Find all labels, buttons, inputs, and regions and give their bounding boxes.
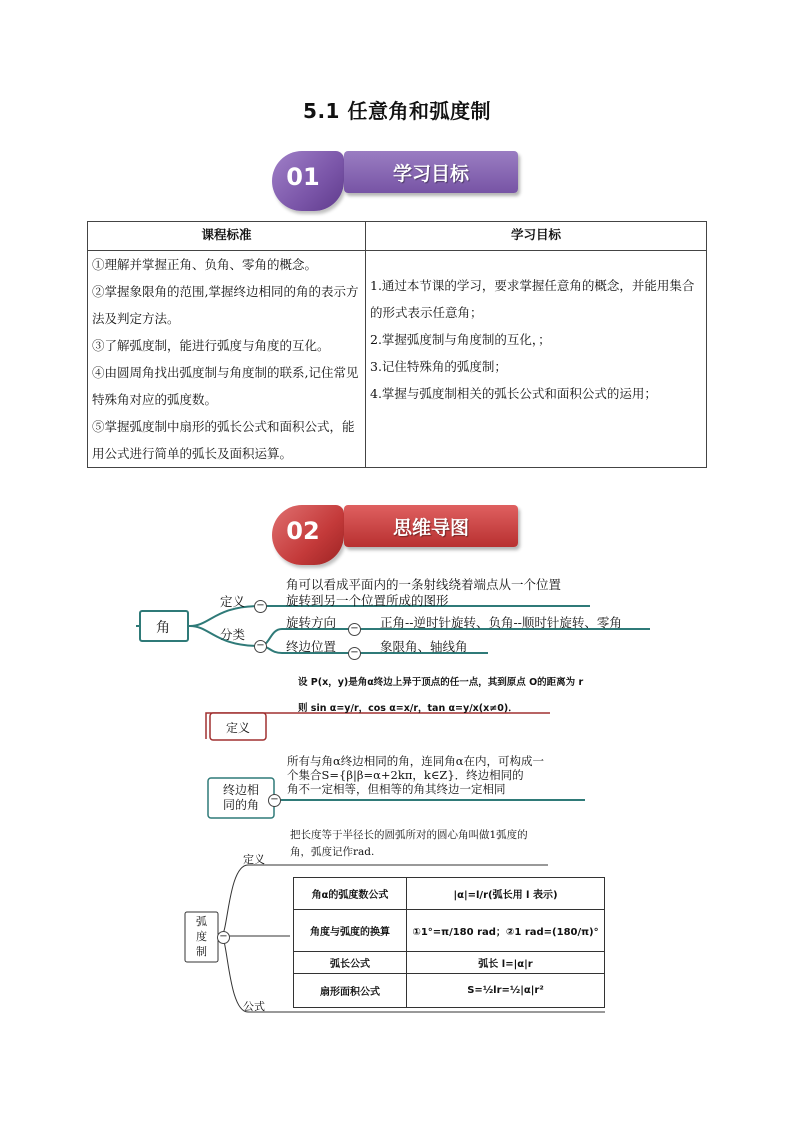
- radian-formula-table: [293, 877, 605, 1008]
- coterminal-box-line: 终边相: [222, 783, 259, 797]
- table-header: 课程标准: [88, 222, 366, 251]
- radian-definition-branch: 定义: [243, 853, 265, 866]
- coterminal-text: [287, 754, 544, 796]
- standard-item: ⑤掌握弧度制中扇形的弧长公式和面积公式，能用公式进行简单的弧长及面积运算。: [92, 419, 355, 461]
- page-title: 5.1 任意角和弧度制: [303, 99, 491, 123]
- section-label: 思维导图: [392, 517, 469, 539]
- radian-definition-line: 把长度等于半径长的圆弧所对的圆心角叫做1弧度的: [290, 829, 528, 841]
- sub-rotation-text: 正角--逆时针旋转、负角--顺时针旋转、零角: [380, 615, 622, 630]
- formula-name: 角α的弧度数公式: [294, 878, 407, 910]
- section-number: 02: [286, 517, 320, 545]
- radian-root-box: [185, 914, 218, 959]
- sub-terminal-text: 象限角、轴线角: [380, 639, 468, 654]
- standard-item: ③了解弧度制，能进行弧度与角度的互化。: [92, 338, 330, 353]
- mindmap-root-angle: 角: [156, 620, 170, 636]
- objective-item: 4.掌握与弧度制相关的弧长公式和面积公式的运用；: [370, 385, 657, 401]
- radian-definition-line: 角，弧度记作rad.: [290, 846, 375, 858]
- formula-value: 弧长 l=|α|r: [407, 952, 605, 974]
- standard-item: ④由圆周角找出弧度制与角度制的联系,记住常见特殊角对应的弧度数。: [92, 365, 359, 407]
- collapse-icon[interactable]: −: [254, 640, 267, 653]
- radian-root-char: 弧: [196, 915, 207, 928]
- formula-value: |α|=l/r(弧长用 l 表示): [407, 878, 605, 910]
- collapse-icon[interactable]: −: [254, 600, 267, 613]
- collapse-icon[interactable]: −: [348, 647, 361, 660]
- sub-rotation-direction: 旋转方向: [286, 615, 337, 630]
- branch-definition-text: 角可以看成平面内的一条射线绕着端点从一个位置: [286, 577, 562, 592]
- coterminal-text-line: 个集合S={β|β=α+2kπ，k∈Z}．终边相同的: [287, 768, 524, 782]
- coterminal-text-line: 所有与角α终边相同的角，连同角α在内，可构成一: [287, 754, 545, 768]
- coterminal-box-line: 同的角: [222, 798, 259, 812]
- objective-item: 1.通过本节课的学习，要求掌握任意角的概念，并能用集合的形式表示任意角；: [370, 277, 695, 320]
- trig-definition-note: 设 P(x，y)是角α终边上异于顶点的任一点，其到原点 O的距离为 r: [298, 677, 584, 688]
- collapse-icon[interactable]: −: [268, 794, 281, 807]
- formula-name: 弧长公式: [294, 952, 407, 974]
- coterminal-text-line: 角不一定相等，但相等的角其终边一定相同: [287, 782, 506, 796]
- objective-item: 2.掌握弧度制与角度制的互化，；: [370, 331, 551, 347]
- formula-name: 角度与弧度的换算: [294, 910, 407, 952]
- objective-item: 3.记住特殊角的弧度制；: [370, 358, 507, 374]
- collapse-icon[interactable]: −: [217, 931, 230, 944]
- trig-definition-formula: 则 sin α=y/r，cos α=x/r，tan α=y/x(x≠0)．: [298, 703, 518, 714]
- standard-item: ①理解并掌握正角、负角、零角的概念。: [92, 257, 318, 272]
- section-number: 01: [286, 163, 320, 191]
- branch-classification: 分类: [220, 627, 246, 642]
- table-header: 学习目标: [366, 222, 707, 251]
- section-label: 学习目标: [392, 163, 469, 185]
- radian-definition-text: [290, 827, 528, 861]
- formula-name: 扇形面积公式: [294, 974, 407, 1008]
- radian-root-char: 度: [196, 930, 207, 943]
- formula-value: ①1°=π/180 rad；②1 rad=(180/π)°: [407, 910, 605, 952]
- collapse-icon[interactable]: −: [348, 623, 361, 636]
- formula-value: S=½lr=½|α|r²: [407, 974, 605, 1008]
- radian-root-char: 制: [196, 945, 207, 958]
- radian-formula-branch: 公式: [243, 1000, 265, 1013]
- branch-definition: 定义: [220, 594, 246, 609]
- sub-terminal-side: 终边位置: [286, 639, 337, 654]
- branch-definition-text: 旋转到另一个位置所成的图形: [286, 593, 449, 608]
- standard-item: ②掌握象限角的范围,掌握终边相同的角的表示方法及判定方法。: [92, 284, 359, 326]
- definition-box-label: 定义: [225, 721, 250, 735]
- coterminal-box-label: [208, 783, 274, 813]
